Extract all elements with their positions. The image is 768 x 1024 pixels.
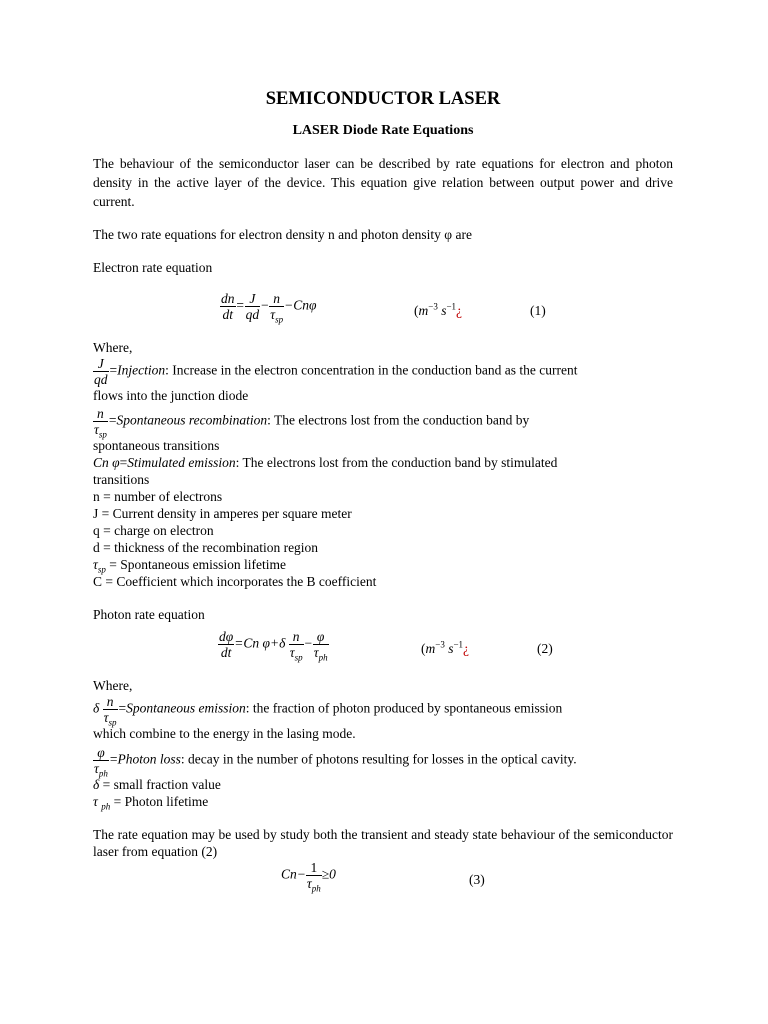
spontaneous-recombination-term: $\frac{n}{\tau_{sp}}$ =Spontaneous recombination: The electrons lost from the conduction band by	[94, 406, 530, 440]
photon-where: Where,	[93, 678, 133, 693]
spont-recombination-cont: spontaneous transitions	[93, 438, 220, 453]
photon-loss-desc: : decay in the number of photons resulting for losses in the optical cavity.	[180, 751, 577, 767]
equation-2-expression: $\frac{d\varphi}{dt}$ =Cn φ+δ $\frac{n}{\tau_{sp}}$ − $\frac{\varphi}{\tau_{ph}}$	[219, 629, 328, 663]
def-d: d = thickness of the recombination region	[93, 540, 319, 555]
equation-2-number: (2)	[537, 641, 553, 656]
equation-1-expression: $\frac{dn}{dt}$ = $\frac{J}{qd}$ − $\frac{n}{\tau_{sp}}$ −Cnφ	[221, 291, 317, 325]
spont-recombination-desc: : The electrons lost from the conduction band by	[267, 412, 530, 428]
injection-desc: : Increase in the electron concentration in the conduction band as the current	[165, 362, 578, 378]
photon-spont-cont: which combine to the energy in the lasing mode.	[93, 726, 356, 741]
equation-3-expression: Cn− $\frac{1}{\tau_{ph}}$ ≥0	[281, 860, 336, 894]
def-q: q = charge on electron	[93, 523, 214, 538]
units-glyph: ¿	[456, 303, 463, 318]
def-tau-sp: $\tau_{sp}$ = Spontaneous emission lifetime	[93, 557, 286, 575]
stim-cont: transitions	[93, 472, 150, 487]
equation-2-units: ($m^{-3}$ $s^{-1}¿$	[421, 639, 470, 656]
document-page	[93, 88, 673, 908]
photon-loss-term: $\frac{\varphi}{\tau_{ph}}$ =Photon loss: decay in the number of photons resulting for losses in the optical cavity.	[94, 745, 577, 779]
electron-where: Where,	[93, 340, 133, 355]
two-equations-sentence: The two rate equations for electron density n and photon density φ are	[93, 227, 472, 242]
photon-spont-label: Spontaneous emission	[126, 700, 246, 716]
page-title: SEMICONDUCTOR LASER	[265, 89, 501, 109]
equation-1-number: (1)	[530, 303, 546, 318]
stim-label: Stimulated emission	[127, 455, 236, 470]
equation-2	[93, 629, 673, 669]
def-j: J = Current density in amperes per square meter	[93, 506, 352, 521]
equation-1-units: ($m^{-3}$ $s^{-1}¿$	[414, 301, 463, 318]
closing-paragraph: The rate equation may be used by study both the transient and steady state behaviour of the semiconductor laser from equation (2)	[93, 827, 673, 859]
stimulated-emission-term: Cn φ=Stimulated emission: The electrons lost from the conduction band by stimulated	[93, 455, 558, 470]
photon-spontaneous-term: δ $\frac{n}{\tau_{sp}}$ =Spontaneous emission: the fraction of photon produced by spontaneous emission	[93, 694, 563, 728]
intro-paragraph: The behaviour of the semiconductor laser can be described by rate equations for electron and photon density in the active layer of the device. This equation give relation between output power and drive current.	[93, 156, 673, 209]
def-n: n = number of electrons	[93, 489, 223, 504]
equation-3	[93, 860, 673, 900]
electron-rate-heading: Electron rate equation	[93, 260, 213, 275]
def-delta: δ = small fraction value	[93, 777, 221, 792]
equation-3-number: (3)	[469, 872, 485, 887]
photon-loss-label: Photon loss	[117, 751, 181, 767]
section-subtitle: LASER Diode Rate Equations	[292, 123, 474, 138]
photon-spont-desc: : the fraction of photon produced by spontaneous emission	[245, 700, 563, 716]
stim-desc: : The electrons lost from the conduction band by stimulated	[235, 455, 558, 470]
photon-rate-heading: Photon rate equation	[93, 607, 205, 622]
injection-term: $\frac{J}{qd}$ =Injection: Increase in the electron concentration in the conduction band as the current	[94, 356, 578, 387]
def-c: C = Coefficient which incorporates the B coefficient	[93, 574, 377, 589]
injection-cont: flows into the junction diode	[93, 388, 249, 403]
def-tau-ph: τ $_{ph}$ = Photon lifetime	[93, 794, 209, 812]
spont-recombination-label: Spontaneous recombination	[116, 412, 268, 428]
equation-1	[93, 291, 673, 331]
injection-label: Injection	[117, 362, 166, 378]
